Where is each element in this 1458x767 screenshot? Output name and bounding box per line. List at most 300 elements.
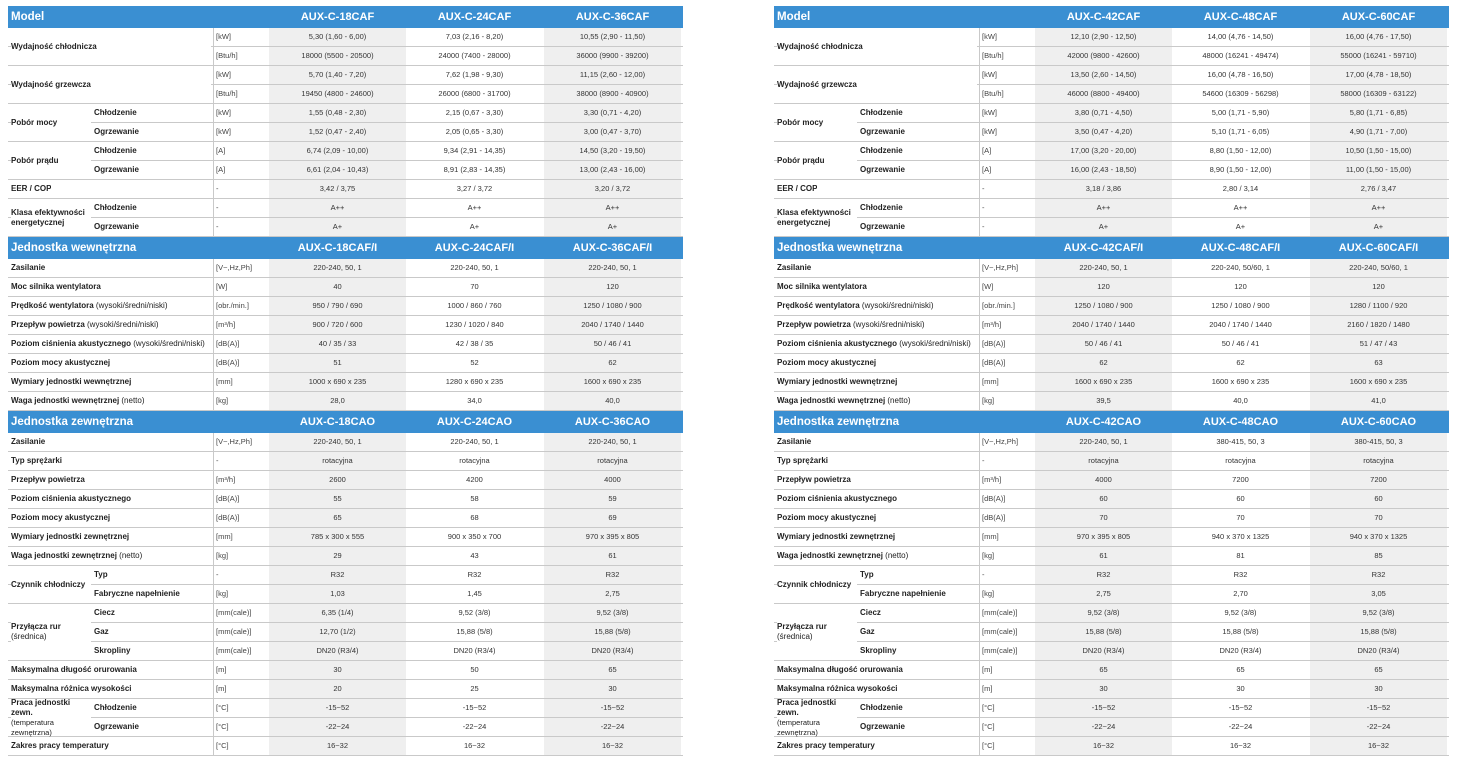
model-name-header: AUX-C-42CAF xyxy=(1066,11,1141,23)
spec-unit: [dB(A)] xyxy=(979,509,1034,527)
spec-value: A++ xyxy=(1035,199,1172,217)
spec-label-text: Maksymalna długość orurowania xyxy=(11,665,137,674)
spec-value: 2040 / 1740 / 1440 xyxy=(544,316,681,334)
spec-value: 39,5 xyxy=(1035,392,1172,410)
spec-unit: - xyxy=(979,452,1034,470)
spec-unit: [V~,Hz,Ph] xyxy=(213,259,268,277)
spec-unit: [A] xyxy=(213,142,268,160)
spec-row xyxy=(774,509,1449,528)
spec-unit: [mm(cale)] xyxy=(213,623,268,641)
spec-value: 19450 (4800 - 24600) xyxy=(269,85,406,103)
spec-unit: - xyxy=(979,566,1034,584)
section-header xyxy=(774,237,1449,259)
section-title: Jednostka zewnętrzna xyxy=(11,416,134,428)
spec-group-text xyxy=(777,80,857,90)
spec-value: 8,80 (1,50 - 12,00) xyxy=(1209,146,1272,155)
spec-table-left xyxy=(8,6,683,756)
spec-value: 7200 xyxy=(1310,471,1447,489)
spec-value: 43 xyxy=(470,551,479,560)
spec-value: rotacyjna xyxy=(1035,452,1172,470)
spec-row xyxy=(774,661,1449,680)
spec-value: 16,00 (4,76 - 17,50) xyxy=(1310,28,1447,46)
spec-group-label-text: Wydajność chłodnicza xyxy=(11,41,97,51)
spec-value: 3,00 (0,47 - 3,70) xyxy=(544,123,681,141)
spec-label xyxy=(777,316,925,334)
spec-row xyxy=(8,528,683,547)
spec-row xyxy=(774,142,1449,161)
spec-value: 58 xyxy=(470,494,479,503)
spec-unit: [A] xyxy=(213,161,268,179)
spec-value: A+ xyxy=(1235,222,1246,231)
spec-row xyxy=(8,566,683,585)
spec-label xyxy=(11,297,168,315)
spec-value: 120 xyxy=(1234,282,1247,291)
spec-row xyxy=(774,737,1449,756)
spec-value: 3,05 xyxy=(1310,585,1447,603)
spec-sublabel: Ogrzewanie xyxy=(860,165,905,174)
spec-unit: [W] xyxy=(213,278,268,296)
spec-sublabel: Ogrzewanie xyxy=(860,722,905,731)
spec-label-text: Zasilanie xyxy=(11,263,46,272)
spec-row xyxy=(774,354,1449,373)
spec-group-text xyxy=(777,208,857,228)
spec-value: 120 xyxy=(544,278,681,296)
spec-value: 16~32 xyxy=(1310,737,1447,755)
spec-group-label xyxy=(11,699,91,736)
spec-unit: [°C] xyxy=(213,737,268,755)
spec-value: 50 / 46 / 41 xyxy=(1035,335,1172,353)
spec-row xyxy=(774,297,1449,316)
spec-value: 70 xyxy=(1236,513,1245,522)
spec-value: 970 x 395 x 805 xyxy=(1035,528,1172,546)
spec-value: 220-240, 50, 1 xyxy=(1035,259,1172,277)
spec-value: 785 x 300 x 555 xyxy=(269,528,406,546)
spec-row xyxy=(8,604,683,623)
spec-group-label-text: Klasa efektywności energetycznej xyxy=(11,207,85,227)
spec-unit: - xyxy=(979,199,1034,217)
spec-group-text xyxy=(11,118,57,128)
spec-unit: [m] xyxy=(213,680,268,698)
spec-value: 120 xyxy=(1310,278,1447,296)
spec-value: A++ xyxy=(544,199,681,217)
spec-row xyxy=(8,259,683,278)
spec-value: -22~24 xyxy=(1310,718,1447,736)
spec-label-text: Zakres pracy temperatury xyxy=(777,741,875,750)
spec-group-text xyxy=(777,118,823,128)
spec-sublabel: Ogrzewanie xyxy=(94,165,139,174)
spec-sublabel: Fabryczne napełnienie xyxy=(860,589,946,598)
spec-sublabel: Ogrzewanie xyxy=(94,222,139,231)
spec-unit: [mm] xyxy=(213,373,268,391)
spec-row xyxy=(8,737,683,756)
spec-value: 2,75 xyxy=(1035,585,1172,603)
spec-value: 3,30 (0,71 - 4,20) xyxy=(544,104,681,122)
spec-label-note: (netto) xyxy=(119,396,145,405)
spec-group-label-text: Pobór mocy xyxy=(11,117,58,127)
spec-value: 3,42 / 3,75 xyxy=(269,180,406,198)
spec-row xyxy=(774,161,1449,180)
spec-row xyxy=(8,199,683,218)
spec-value: 25 xyxy=(470,684,479,693)
spec-value: rotacyjna xyxy=(269,452,406,470)
spec-row xyxy=(8,180,683,199)
spec-group-label-text: Wydajność grzewcza xyxy=(11,79,91,89)
spec-unit: - xyxy=(213,199,268,217)
spec-group-label xyxy=(11,199,91,236)
spec-value: 1000 x 690 x 235 xyxy=(269,373,406,391)
section-title: Jednostka zewnętrzna xyxy=(777,416,900,428)
spec-value: 68 xyxy=(470,513,479,522)
spec-unit: [kg] xyxy=(979,585,1034,603)
spec-value: 51 / 47 / 43 xyxy=(1310,335,1447,353)
spec-value: 29 xyxy=(269,547,406,565)
spec-value: 60 xyxy=(1310,490,1447,508)
spec-value: 1600 x 690 x 235 xyxy=(1211,377,1270,386)
spec-value: 2,76 / 3,47 xyxy=(1310,180,1447,198)
spec-row xyxy=(8,297,683,316)
spec-row xyxy=(774,528,1449,547)
spec-group-label xyxy=(777,104,857,141)
spec-value: 1250 / 1080 / 900 xyxy=(1035,297,1172,315)
spec-value: 15,88 (5/8) xyxy=(1035,623,1172,641)
spec-value: -22~24 xyxy=(1035,718,1172,736)
spec-label xyxy=(777,737,875,755)
spec-sublabel: Ogrzewanie xyxy=(94,722,139,731)
model-name-header: AUX-C-18CAF xyxy=(300,11,375,23)
spec-value: 220-240, 50/60, 1 xyxy=(1211,263,1270,272)
spec-value: 2600 xyxy=(269,471,406,489)
spec-label-text: Prędkość wentylatora xyxy=(777,301,860,310)
spec-value: R32 xyxy=(1035,566,1172,584)
spec-value: 1600 x 690 x 235 xyxy=(1310,373,1447,391)
spec-value: A+ xyxy=(1310,218,1447,236)
spec-value: DN20 (R3/4) xyxy=(1219,646,1262,655)
spec-unit: [Btu/h] xyxy=(213,85,268,103)
model-name-header: AUX-C-24CAF xyxy=(437,11,512,23)
spec-value: DN20 (R3/4) xyxy=(1035,642,1172,660)
model-name-header: AUX-C-42CAO xyxy=(1065,416,1142,428)
spec-value: 13,00 (2,43 - 16,00) xyxy=(544,161,681,179)
spec-value: 5,70 (1,40 - 7,20) xyxy=(269,66,406,84)
spec-row xyxy=(8,316,683,335)
spec-sublabel: Chłodzenie xyxy=(860,108,903,117)
spec-value: 220-240, 50, 1 xyxy=(269,259,406,277)
spec-value: 18000 (5500 - 20500) xyxy=(269,47,406,65)
spec-value: 220-240, 50, 1 xyxy=(544,433,681,451)
spec-value: 3,50 (0,47 - 4,20) xyxy=(1035,123,1172,141)
spec-value: A++ xyxy=(269,199,406,217)
spec-unit: - xyxy=(979,218,1034,236)
spec-label-text: Waga jednostki wewnętrznej xyxy=(11,396,120,405)
section-header xyxy=(8,411,683,433)
model-name-header: AUX-C-48CAO xyxy=(1202,416,1279,428)
spec-unit: [mm] xyxy=(213,528,268,546)
spec-label-text: Poziom mocy akustycznej xyxy=(11,513,111,522)
spec-section xyxy=(774,411,1449,756)
section-title: Jednostka wewnętrzna xyxy=(11,242,137,254)
spec-label xyxy=(777,452,828,470)
spec-label xyxy=(777,278,867,296)
spec-label xyxy=(777,373,897,391)
spec-group-label-text: Praca jednostki zewn. xyxy=(11,697,71,717)
spec-group-label xyxy=(777,699,857,736)
spec-value: 14,50 (3,20 - 19,50) xyxy=(544,142,681,160)
spec-unit: [mm(cale)] xyxy=(213,604,268,622)
spec-row xyxy=(774,699,1449,718)
section-header xyxy=(774,6,1449,28)
spec-row xyxy=(8,123,683,142)
spec-sublabel: Fabryczne napełnienie xyxy=(94,589,180,598)
spec-group-text xyxy=(11,80,91,90)
spec-value: 62 xyxy=(1236,358,1245,367)
spec-row xyxy=(8,373,683,392)
spec-value: 62 xyxy=(1035,354,1172,372)
spec-value: 3,80 (0,71 - 4,50) xyxy=(1035,104,1172,122)
spec-label-text: EER / COP xyxy=(11,184,52,193)
spec-label xyxy=(11,737,109,755)
spec-value: 16~32 xyxy=(269,737,406,755)
spec-row xyxy=(774,680,1449,699)
spec-unit: [m³/h] xyxy=(213,471,268,489)
spec-label xyxy=(777,528,895,546)
spec-value: rotacyjna xyxy=(544,452,681,470)
spec-value: 900 x 350 x 700 xyxy=(447,532,502,541)
spec-row xyxy=(8,354,683,373)
spec-row xyxy=(8,547,683,566)
spec-unit: [°C] xyxy=(979,699,1034,717)
spec-unit: [kW] xyxy=(213,66,268,84)
spec-group-text xyxy=(11,208,91,228)
spec-value: 1250 / 1080 / 900 xyxy=(544,297,681,315)
spec-unit: [Btu/h] xyxy=(979,47,1034,65)
spec-value: 40 / 35 / 33 xyxy=(269,335,406,353)
spec-value: 20 xyxy=(269,680,406,698)
spec-group-subline: (temperatura zewnętrzna) xyxy=(11,717,54,737)
spec-label xyxy=(777,433,811,451)
spec-group-label xyxy=(777,199,857,236)
spec-unit: - xyxy=(213,452,268,470)
spec-row xyxy=(774,433,1449,452)
spec-row xyxy=(8,642,683,661)
spec-value: 34,0 xyxy=(467,396,482,405)
spec-value: 2,75 xyxy=(544,585,681,603)
spec-unit: [m] xyxy=(213,661,268,679)
spec-value: 900 / 720 / 600 xyxy=(269,316,406,334)
spec-row xyxy=(774,259,1449,278)
spec-value: 58000 (16309 - 63122) xyxy=(1310,85,1447,103)
section-header xyxy=(8,237,683,259)
spec-label-note: (wysoki/średni/niski) xyxy=(84,320,159,329)
spec-row xyxy=(8,104,683,123)
spec-value: 28,0 xyxy=(269,392,406,410)
spec-value: 6,74 (2,09 - 10,00) xyxy=(269,142,406,160)
spec-row xyxy=(8,433,683,452)
model-name-header: AUX-C-18CAF/I xyxy=(297,242,378,254)
spec-value: 70 xyxy=(1310,509,1447,527)
spec-label-note: (wysoki/średni/niski) xyxy=(131,339,205,348)
spec-label-text: Maksymalna różnica wysokości xyxy=(11,684,132,693)
spec-row xyxy=(8,509,683,528)
spec-group-note: (średnica) xyxy=(777,632,813,641)
spec-value: -15~52 xyxy=(1035,699,1172,717)
spec-value: 16,00 (4,78 - 16,50) xyxy=(1207,70,1274,79)
spec-value: A+ xyxy=(469,222,480,231)
spec-value: 15,88 (5/8) xyxy=(1222,627,1259,636)
spec-value: A+ xyxy=(544,218,681,236)
model-name-header: AUX-C-36CAO xyxy=(574,416,651,428)
spec-unit: [dB(A)] xyxy=(979,335,1034,353)
spec-unit: - xyxy=(213,566,268,584)
spec-value: 6,35 (1/4) xyxy=(269,604,406,622)
spec-group-label xyxy=(11,66,211,103)
spec-row xyxy=(774,335,1449,354)
spec-value: A++ xyxy=(1310,199,1447,217)
spec-label xyxy=(11,471,85,489)
spec-value: 61 xyxy=(544,547,681,565)
spec-unit: [°C] xyxy=(979,737,1034,755)
spec-unit: [mm(cale)] xyxy=(979,623,1034,641)
spec-value: 8,91 (2,83 - 14,35) xyxy=(443,165,506,174)
spec-sublabel: Ciecz xyxy=(94,608,115,617)
spec-unit: [kg] xyxy=(979,547,1034,565)
spec-label xyxy=(11,661,137,679)
spec-value: 59 xyxy=(544,490,681,508)
spec-value: 62 xyxy=(544,354,681,372)
spec-value: 8,90 (1,50 - 12,00) xyxy=(1209,165,1272,174)
spec-value: 220-240, 50, 1 xyxy=(450,437,499,446)
model-name-header: AUX-C-24CAO xyxy=(436,416,513,428)
spec-value: 2,15 (0,67 - 3,30) xyxy=(445,108,504,117)
spec-sublabel: Ciecz xyxy=(860,608,881,617)
spec-value: 65 xyxy=(1035,661,1172,679)
spec-label xyxy=(777,259,811,277)
spec-label-text: Przepływ powietrza xyxy=(11,475,85,484)
spec-row xyxy=(774,278,1449,297)
spec-value: 70 xyxy=(470,282,479,291)
spec-value: 5,10 (1,71 - 6,05) xyxy=(1211,127,1270,136)
spec-label-text: Typ sprężarki xyxy=(11,456,62,465)
model-name-header: AUX-C-36CAF xyxy=(575,11,650,23)
spec-value: 1600 x 690 x 235 xyxy=(544,373,681,391)
spec-value: DN20 (R3/4) xyxy=(269,642,406,660)
spec-value: 81 xyxy=(1236,551,1245,560)
spec-value: 380-415, 50, 3 xyxy=(1216,437,1265,446)
spec-unit: [mm(cale)] xyxy=(979,642,1034,660)
spec-label xyxy=(11,528,129,546)
spec-group-text xyxy=(11,156,59,166)
spec-label-text: Prędkość wentylatora xyxy=(11,301,94,310)
spec-label-text: Typ sprężarki xyxy=(777,456,828,465)
spec-value: 17,00 (4,78 - 18,50) xyxy=(1310,66,1447,84)
spec-sublabel: Chłodzenie xyxy=(860,203,903,212)
spec-label xyxy=(777,509,876,527)
spec-value: 6,61 (2,04 - 10,43) xyxy=(269,161,406,179)
spec-group-label xyxy=(11,28,211,65)
spec-section xyxy=(774,6,1449,237)
spec-label xyxy=(777,354,876,372)
section-header xyxy=(8,6,683,28)
spec-label-note: (netto) xyxy=(885,396,911,405)
spec-value: 380-415, 50, 3 xyxy=(1310,433,1447,451)
spec-sublabel: Chłodzenie xyxy=(94,703,137,712)
spec-value: rotacyjna xyxy=(459,456,490,465)
spec-value: -15~52 xyxy=(269,699,406,717)
spec-value: -15~52 xyxy=(1310,699,1447,717)
spec-unit: [kW] xyxy=(979,66,1034,84)
spec-group-label-text: Klasa efektywności energetycznej xyxy=(777,207,851,227)
spec-row xyxy=(8,718,683,737)
spec-value: 1,45 xyxy=(467,589,482,598)
spec-unit: - xyxy=(979,180,1034,198)
spec-value: 970 x 395 x 805 xyxy=(544,528,681,546)
spec-value: 70 xyxy=(1035,509,1172,527)
spec-row xyxy=(8,490,683,509)
spec-label xyxy=(777,661,903,679)
spec-unit: [kW] xyxy=(213,104,268,122)
spec-row xyxy=(774,199,1449,218)
model-name-header: AUX-C-18CAO xyxy=(299,416,376,428)
section-title: Model xyxy=(777,11,811,23)
spec-label-note: (wysoki/średni/niski) xyxy=(859,301,934,310)
section-header xyxy=(774,411,1449,433)
spec-section xyxy=(8,411,683,756)
spec-unit: [dB(A)] xyxy=(213,354,268,372)
spec-row xyxy=(774,490,1449,509)
spec-label xyxy=(11,373,131,391)
spec-value: 10,50 (1,50 - 15,00) xyxy=(1310,142,1447,160)
spec-group-label-text: Pobór prądu xyxy=(11,155,59,165)
spec-value: 5,80 (1,71 - 6,85) xyxy=(1310,104,1447,122)
spec-value: 60 xyxy=(1236,494,1245,503)
spec-sublabel: Ogrzewanie xyxy=(94,127,139,136)
spec-value: 7,03 (2,16 - 8,20) xyxy=(445,32,504,41)
spec-sublabel: Chłodzenie xyxy=(860,146,903,155)
spec-row xyxy=(8,680,683,699)
spec-unit: [W] xyxy=(979,278,1034,296)
spec-label xyxy=(11,680,132,698)
spec-value: 3,27 / 3,72 xyxy=(456,184,493,193)
spec-row xyxy=(774,123,1449,142)
spec-label xyxy=(777,180,817,198)
spec-label-text: Wymiary jednostki zewnętrznej xyxy=(777,532,896,541)
spec-value: 30 xyxy=(1310,680,1447,698)
spec-label xyxy=(777,680,898,698)
spec-value: 120 xyxy=(1035,278,1172,296)
spec-label-text: Poziom ciśnienia akustycznego xyxy=(777,494,898,503)
spec-value: 48000 (16241 - 49474) xyxy=(1202,51,1279,60)
spec-unit: [°C] xyxy=(213,699,268,717)
spec-value: 1,03 xyxy=(269,585,406,603)
spec-label xyxy=(11,433,45,451)
spec-value: A++ xyxy=(1233,203,1248,212)
spec-unit: [kW] xyxy=(979,104,1034,122)
spec-sublabel: Ogrzewanie xyxy=(860,127,905,136)
spec-unit: [°C] xyxy=(979,718,1034,736)
spec-row xyxy=(774,604,1449,623)
spec-value: 1280 x 690 x 235 xyxy=(445,377,504,386)
spec-value: 7,62 (1,98 - 9,30) xyxy=(445,70,504,79)
spec-group-note: (średnica) xyxy=(11,632,47,641)
spec-value: 1230 / 1020 / 840 xyxy=(445,320,504,329)
spec-label-text: Moc silnika wentylatora xyxy=(777,282,867,291)
spec-label-text: Waga jednostki zewnętrznej xyxy=(777,551,883,560)
spec-value: 220-240, 50, 1 xyxy=(544,259,681,277)
spec-label xyxy=(11,278,101,296)
spec-value: 50 / 46 / 41 xyxy=(544,335,681,353)
spec-value: 65 xyxy=(1310,661,1447,679)
spec-value: -15~52 xyxy=(544,699,681,717)
spec-value: 4000 xyxy=(1035,471,1172,489)
